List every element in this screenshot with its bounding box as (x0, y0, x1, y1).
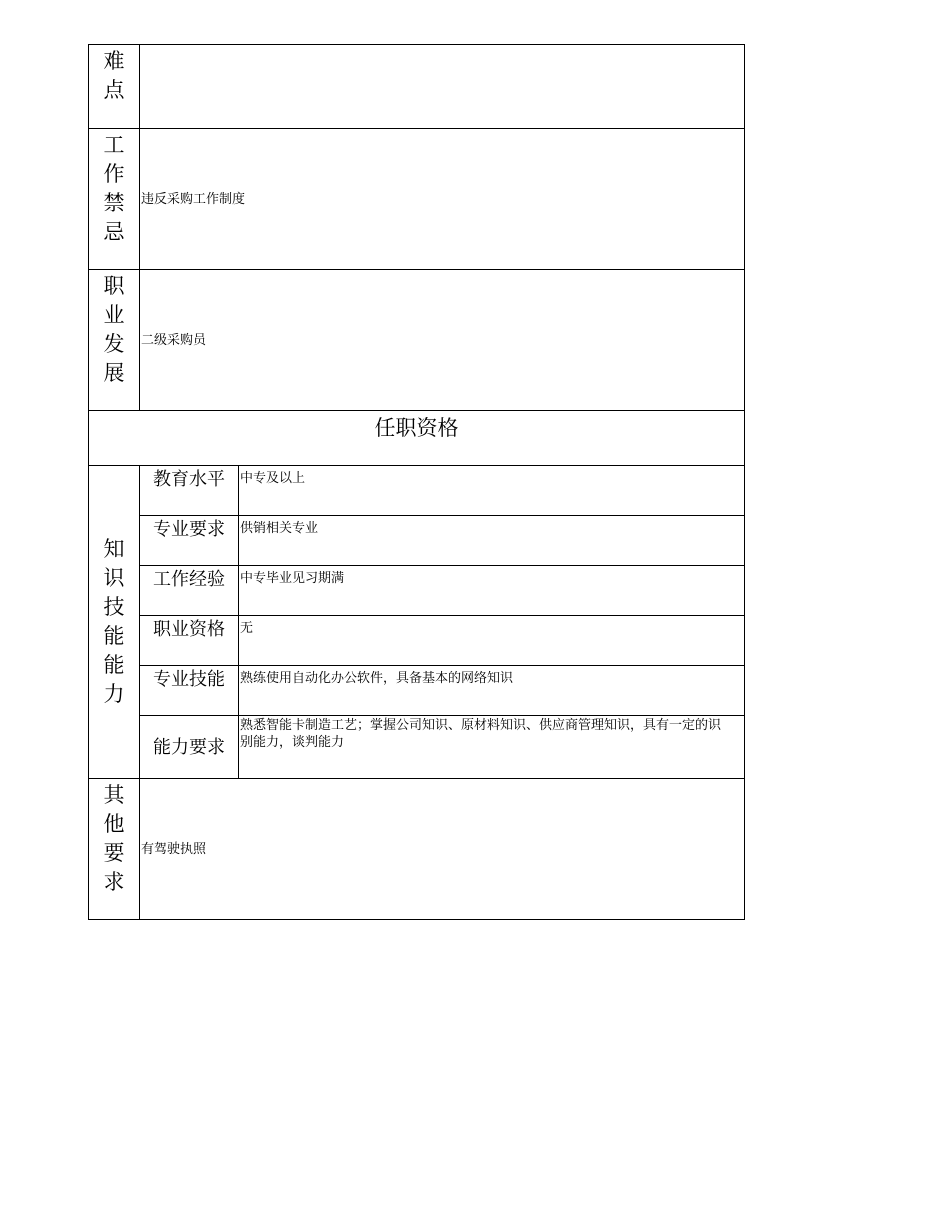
ability-requirement-label: 能力要求 (153, 736, 225, 758)
work-taboo-row (89, 129, 745, 270)
other-requirements-value: 有驾驶执照 (141, 841, 207, 857)
qualification-label-cell (140, 466, 239, 516)
qualification-label-cell (140, 666, 239, 716)
qualification-label-cell (140, 516, 239, 566)
work-experience-value: 中专毕业见习期满 (240, 571, 345, 586)
education-level-label: 教育水平 (153, 469, 225, 490)
qualification-row (89, 516, 745, 566)
career-development-label-cell (89, 270, 140, 411)
work-taboo-value-cell (140, 129, 745, 270)
qualification-label-cell (140, 616, 239, 666)
career-development-row (89, 270, 745, 411)
qualification-label-cell (140, 716, 239, 779)
other-requirements-label: 其他要求 (103, 783, 125, 894)
qualification-label-cell (140, 566, 239, 616)
career-development-label: 职业发展 (103, 274, 125, 385)
major-requirement-value: 供销相关专业 (240, 521, 319, 536)
career-development-value-cell (140, 270, 745, 411)
professional-skills-value: 熟练使用自动化办公软件，具备基本的网络知识 (240, 671, 514, 686)
qualification-value-cell (239, 666, 745, 716)
qualification-value-cell (239, 566, 745, 616)
difficulty-row (89, 45, 745, 129)
ability-requirement-value: 熟悉智能卡制造工艺；掌握公司知识、原材料知识、供应商管理知识，具有一定的识别能力，谈判能力 (240, 718, 722, 750)
other-requirements-row (89, 779, 745, 920)
qualification-row (89, 716, 745, 779)
other-requirements-value-cell (140, 779, 745, 920)
major-requirement-label: 专业要求 (153, 519, 225, 540)
work-experience-label: 工作经验 (153, 569, 225, 590)
qualifications-header-row (89, 411, 745, 466)
career-development-value: 二级采购员 (141, 332, 207, 348)
knowledge-group-label: 知识技能能力 (103, 537, 125, 706)
qualification-row (89, 466, 745, 516)
difficulty-label: 难点 (103, 49, 125, 102)
job-description-sheet (88, 44, 744, 919)
education-level-value: 中专及以上 (240, 471, 306, 486)
work-taboo-label-cell (89, 129, 140, 270)
qualifications-title: 任职资格 (374, 416, 459, 440)
qualification-value-cell (239, 616, 745, 666)
qualification-value-cell (239, 516, 745, 566)
job-description-table (88, 44, 745, 920)
difficulty-label-cell (89, 45, 140, 129)
work-taboo-value: 违反采购工作制度 (141, 191, 246, 207)
qualifications-title-cell (89, 411, 745, 466)
professional-skills-label: 专业技能 (153, 669, 225, 690)
knowledge-group-label-cell (89, 466, 140, 779)
qualification-row (89, 616, 745, 666)
work-taboo-label: 工作禁忌 (103, 133, 125, 244)
qualification-value-cell (239, 716, 745, 779)
qualification-row (89, 566, 745, 616)
qualification-row (89, 666, 745, 716)
other-requirements-label-cell (89, 779, 140, 920)
difficulty-value-cell (140, 45, 745, 129)
qualification-value-cell (239, 466, 745, 516)
professional-qualification-value: 无 (240, 621, 254, 636)
professional-qualification-label: 职业资格 (153, 619, 225, 640)
